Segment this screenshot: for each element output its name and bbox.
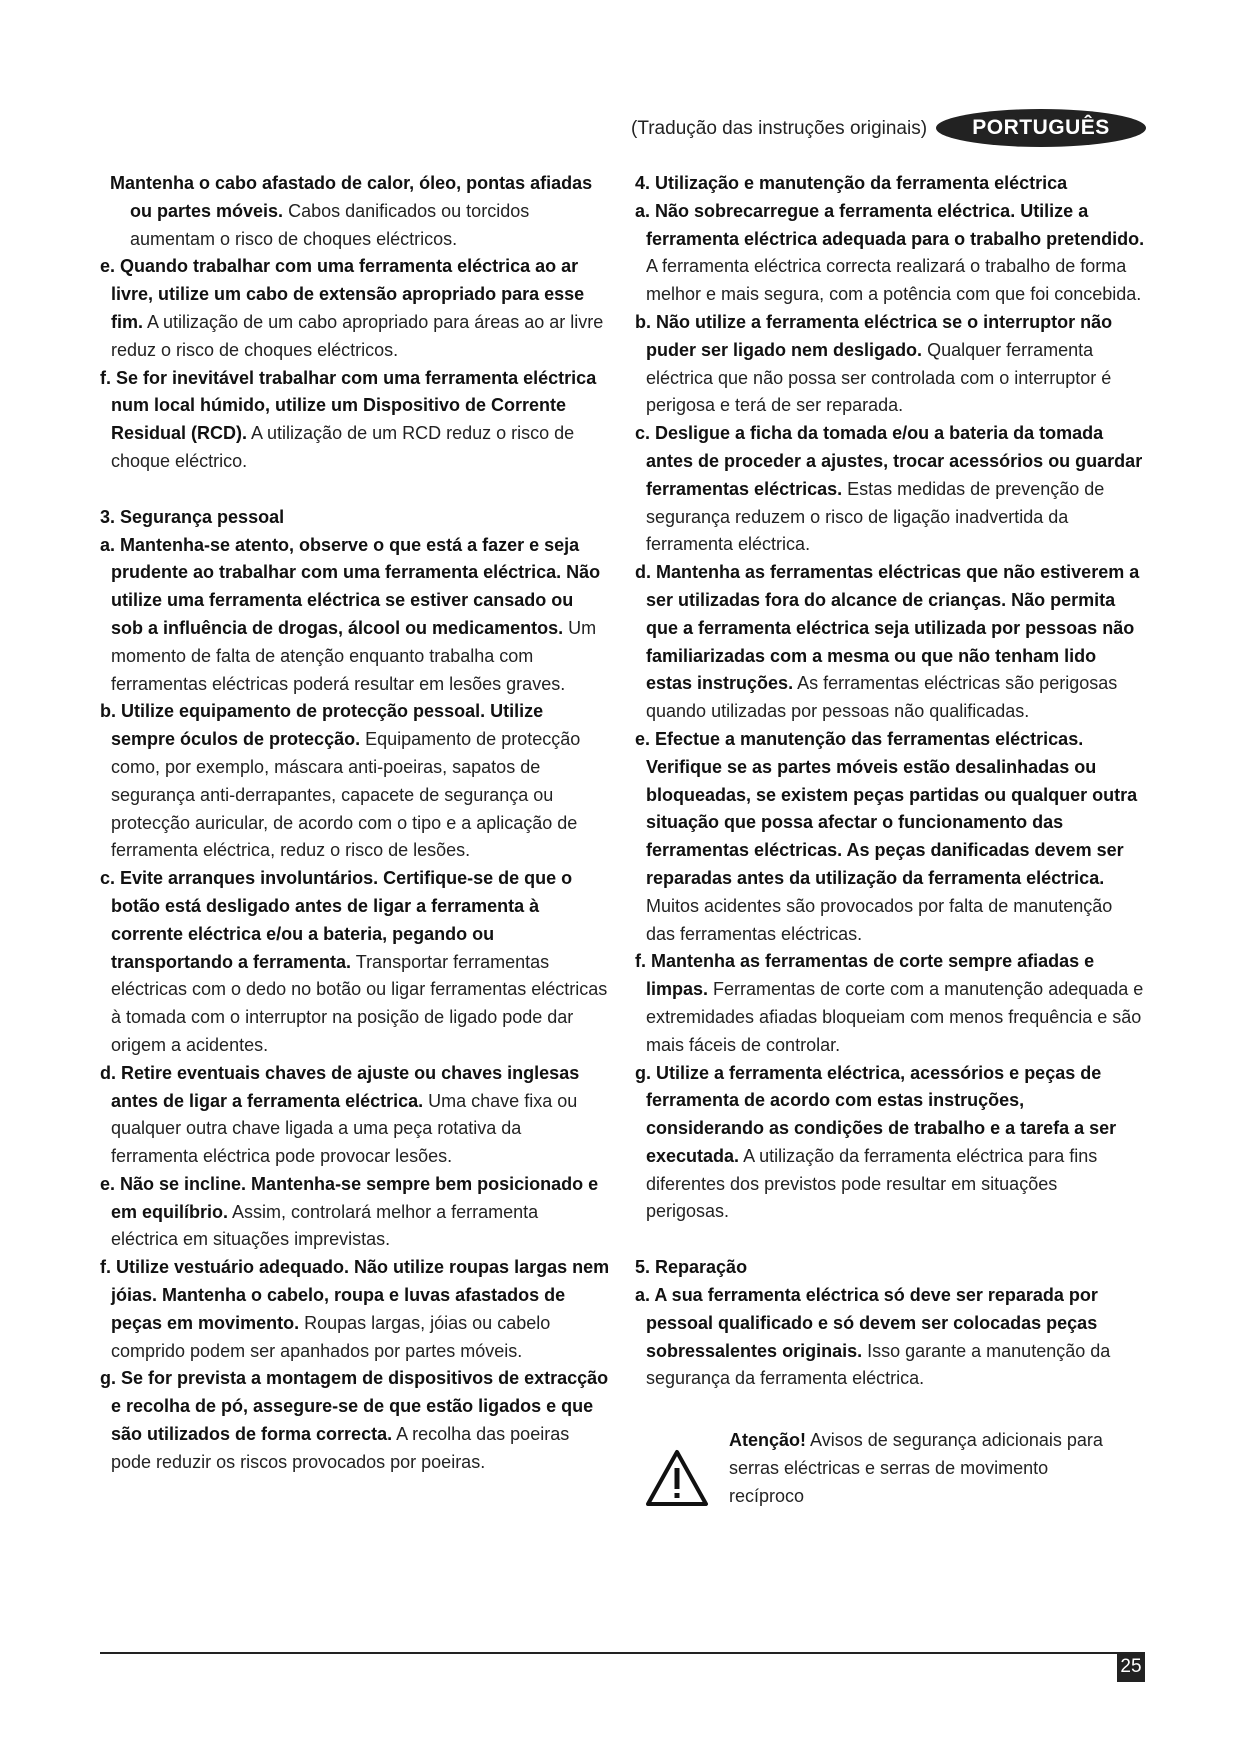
paragraph-3c xyxy=(100,865,610,1060)
paragraph-5a-text: Isso garante a manutenção da segurança da ferramenta eléctrica. xyxy=(646,1340,1111,1389)
paragraph-3g-bold: g. Se for prevista a montagem de dispositivos de extracção e recolha de pó, assegure-se de que estão ligados e que são utilizados de forma correcta. xyxy=(100,1368,609,1445)
paragraph-2f-bold: f. Se for inevitável trabalhar com uma ferramenta eléctrica num local húmido, utilize um Dispositivo de Corrente Residual (RCD). xyxy=(100,367,597,444)
paragraph-cable-text: Cabos danificados ou torcidos aumentam o risco de choques eléctricos. xyxy=(130,200,530,249)
paragraph-4g-text: A utilização da ferramenta eléctrica para fins diferentes dos previstos pode resultar em situações perigosas. xyxy=(646,1145,1098,1222)
footer-rule xyxy=(100,1652,1117,1654)
paragraph-2f-text: A utilização de um RCD reduz o risco de choque eléctrico. xyxy=(111,423,575,471)
paragraph-3g xyxy=(100,1365,610,1476)
paragraph-4e-bold: e. Efectue a manutenção das ferramentas eléctricas. Verifique se as partes móveis estão desalinhadas ou bloqueadas, se existem peças partidas ou qualquer outra situação que possa afectar o funcionamento das ferramentas eléctricas. As peças danificadas devem ser reparadas antes da utilização da ferramenta eléctrica. xyxy=(635,728,1138,888)
warning-block xyxy=(635,1427,1145,1510)
paragraph-4c-text: Estas medidas de prevenção de segurança reduzem o risco de ligação inadvertida da ferramenta eléctrica. xyxy=(646,478,1105,555)
paragraph-3f-text: Roupas largas, jóias ou cabelo comprido podem ser apanhados por partes móveis. xyxy=(111,1312,551,1361)
paragraph-3a xyxy=(100,532,610,699)
paragraph-4c-bold: c. Desligue a ficha da tomada e/ou a bateria da tomada antes de proceder a ajustes, trocar acessórios ou guardar ferramentas eléctricas. xyxy=(635,423,1143,499)
warning-text xyxy=(729,1427,1119,1510)
header-note: (Tradução das instruções originais) xyxy=(631,118,928,139)
paragraph-3b xyxy=(100,698,610,865)
paragraph-4d xyxy=(635,559,1145,726)
paragraph-4e-text: Muitos acidentes são provocados por falta de manutenção das ferramentas eléctricas. xyxy=(646,895,1113,944)
paragraph-4a-bold: a. Não sobrecarregue a ferramenta eléctrica. Utilize a ferramenta eléctrica adequada para o trabalho pretendido. xyxy=(635,200,1145,249)
left-column xyxy=(100,170,610,1477)
paragraph-4d-text: As ferramentas eléctricas são perigosas quando utilizadas por pessoas não qualificadas. xyxy=(646,673,1118,722)
paragraph-2e xyxy=(100,253,610,364)
paragraph-3e-text: Assim, controlará melhor a ferramenta eléctrica em situações imprevistas. xyxy=(111,1201,539,1250)
paragraph-3b-bold: b. Utilize equipamento de protecção pessoal. Utilize sempre óculos de protecção. xyxy=(100,701,544,750)
paragraph-4f xyxy=(635,948,1145,1059)
paragraph-3d-text: Uma chave fixa ou qualquer outra chave ligada a uma peça rotativa da ferramenta eléctrica pode provocar lesões. xyxy=(111,1090,578,1167)
paragraph-2e-bold: e. Quando trabalhar com uma ferramenta eléctrica ao ar livre, utilize um cabo de extensão apropriado para esse fim. xyxy=(100,256,585,332)
section-3-heading: 3. Segurança pessoal xyxy=(100,506,285,527)
paragraph-5a xyxy=(635,1282,1145,1393)
warning-text-bold: Atenção! xyxy=(729,1430,807,1451)
right-column xyxy=(635,170,1145,1511)
paragraph-4c xyxy=(635,420,1145,559)
paragraph-4b xyxy=(635,309,1145,420)
paragraph-3f xyxy=(100,1254,610,1365)
paragraph-3c-text: Transportar ferramentas eléctricas com o dedo no botão ou ligar ferramentas eléctricas à tomada com o interruptor na posição de ligado pode dar origem a acidentes. xyxy=(111,951,608,1055)
paragraph-4a-text: A ferramenta eléctrica correcta realizará o trabalho de forma melhor e mais segura, com a potência com que foi concebida. xyxy=(646,256,1142,305)
paragraph-cable-bold: Mantenha o cabo afastado de calor, óleo, pontas afiadas ou partes móveis. xyxy=(110,173,593,221)
paragraph-4d-bold: d. Mantenha as ferramentas eléctricas que não estiverem a ser utilizadas fora do alcance de crianças. Não permita que a ferramenta eléctrica seja utilizada por pessoas não familiarizadas com a mesma ou que não tenham lido estas instruções. xyxy=(635,562,1140,694)
section-4-heading: 4. Utilização e manutenção da ferramenta eléctrica xyxy=(635,173,1068,193)
paragraph-4f-bold: f. Mantenha as ferramentas de corte sempre afiadas e limpas. xyxy=(635,951,1095,1000)
page-number: 25 xyxy=(1117,1652,1145,1682)
warning-triangle-icon xyxy=(645,1449,709,1507)
paragraph-4f-text: Ferramentas de corte com a manutenção adequada e extremidades afiadas bloqueiam com menos frequência e são mais fáceis de controlar. xyxy=(646,979,1144,1055)
paragraph-3b-text: Equipamento de protecção como, por exemplo, máscara anti-poeiras, sapatos de segurança anti-derrapantes, capacete de segurança ou protecção auricular, de acordo com o tipo e a aplicação de ferramenta eléctrica, reduz o risco de lesões. xyxy=(111,729,581,861)
paragraph-3a-text: Um momento de falta de atenção enquanto trabalha com ferramentas eléctricas poderá resultar em lesões graves. xyxy=(111,617,597,694)
section-5-heading: 5. Reparação xyxy=(635,1257,748,1278)
language-badge: PORTUGUÊS xyxy=(936,109,1146,147)
paragraph-5a-bold: a. A sua ferramenta eléctrica só deve ser reparada por pessoal qualificado e só devem ser colocadas peças sobressalentes originais. xyxy=(635,1285,1098,1361)
paragraph-4g xyxy=(635,1060,1145,1227)
paragraph-3e-bold: e. Não se incline. Mantenha-se sempre bem posicionado e em equilíbrio. xyxy=(100,1173,599,1222)
paragraph-2e-text: A utilização de um cabo apropriado para áreas ao ar livre reduz o risco de choques eléctricos. xyxy=(111,311,604,360)
paragraph-3e xyxy=(100,1171,610,1254)
warning-text-body: Avisos de segurança adicionais para serras eléctricas e serras de movimento recíproco xyxy=(729,1430,1103,1506)
paragraph-3c-bold: c. Evite arranques involuntários. Certifique-se de que o botão está desligado antes de ligar a ferramenta à corrente eléctrica e/ou a bateria, pegando ou transportando a ferramenta. xyxy=(100,868,573,972)
paragraph-3f-bold: f. Utilize vestuário adequado. Não utilize roupas largas nem jóias. Mantenha o cabelo, roupa e luvas afastados de peças em movimento. xyxy=(100,1257,610,1333)
paragraph-3g-text: A recolha das poeiras pode reduzir os riscos provocados por poeiras. xyxy=(111,1424,570,1472)
paragraph-4e xyxy=(635,726,1145,948)
paragraph-4b-text: Qualquer ferramenta eléctrica que não possa ser controlada com o interruptor é perigosa e terá de ser reparada. xyxy=(646,339,1112,416)
paragraph-3a-bold: a. Mantenha-se atento, observe o que está a fazer e seja prudente ao trabalhar com uma ferramenta eléctrica. Não utilize uma ferramenta eléctrica se estiver cansado ou sob a influência de drogas, álcool ou medicamentos. xyxy=(100,534,601,638)
paragraph-3d-bold: d. Retire eventuais chaves de ajuste ou chaves inglesas antes de ligar a ferramenta eléctrica. xyxy=(100,1062,580,1111)
paragraph-cable xyxy=(100,170,610,253)
paragraph-2f xyxy=(100,365,610,476)
paragraph-4a xyxy=(635,198,1145,309)
paragraph-4g-bold: g. Utilize a ferramenta eléctrica, acessórios e peças de ferramenta de acordo com estas instruções, considerando as condições de trabalho e a tarefa a ser executada. xyxy=(635,1062,1117,1166)
paragraph-4b-bold: b. Não utilize a ferramenta eléctrica se o interruptor não puder ser ligado nem desligado. xyxy=(635,311,1113,360)
paragraph-3d xyxy=(100,1060,610,1171)
